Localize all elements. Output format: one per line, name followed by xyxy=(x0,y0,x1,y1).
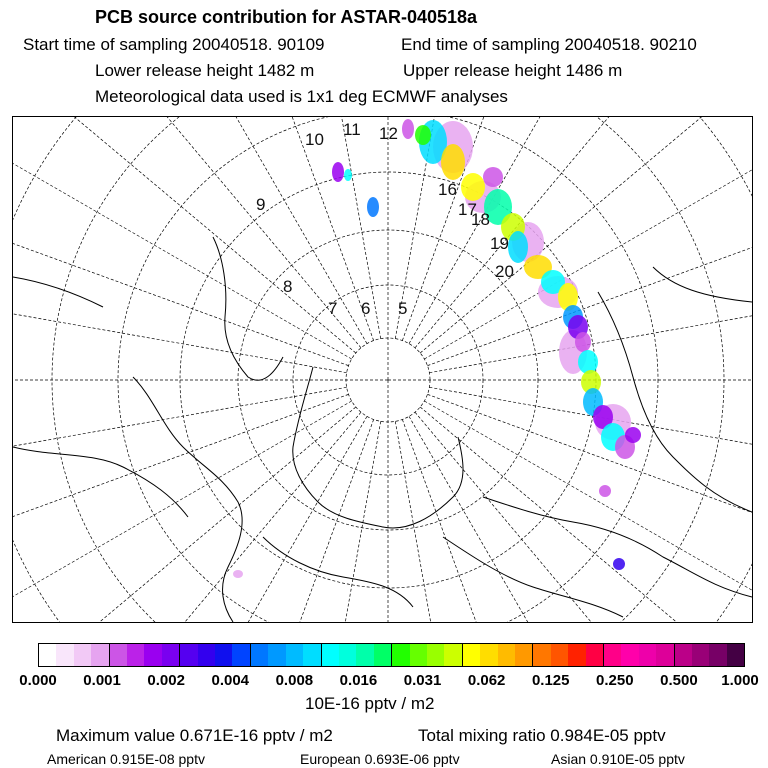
plume-cell xyxy=(415,125,431,145)
hour-label: 19 xyxy=(490,234,509,253)
color-scale-swatch xyxy=(532,644,550,666)
hour-label: 7 xyxy=(328,299,338,318)
coastline xyxy=(263,537,413,607)
hour-label: 18 xyxy=(471,210,490,229)
color-scale-swatch xyxy=(727,644,744,666)
meridian-line xyxy=(13,416,367,622)
start-time-label: Start time of sampling 20040518. 90109 xyxy=(23,35,325,54)
coastline xyxy=(483,497,752,597)
plume-cell xyxy=(613,558,625,570)
american-contribution-label: American 0.915E-08 pptv xyxy=(47,751,205,767)
hour-label: 11 xyxy=(343,120,361,139)
color-scale-tick-label: 0.008 xyxy=(275,672,314,689)
color-scale-swatch xyxy=(215,644,232,666)
plume-cell xyxy=(402,119,414,139)
color-scale-swatch xyxy=(56,644,73,666)
lower-release-height-label: Lower release height 1482 m xyxy=(95,61,315,80)
coastline xyxy=(13,447,188,517)
color-scale-tick-label: 0.000 xyxy=(19,672,57,689)
color-scale-swatch xyxy=(709,644,726,666)
color-scale-swatch xyxy=(621,644,638,666)
graticule xyxy=(13,117,752,622)
color-scale-tick-label: 0.004 xyxy=(211,672,250,689)
color-scale-swatch xyxy=(74,644,91,666)
plume-cell xyxy=(578,350,598,374)
color-scale-tick-label: 1.000 xyxy=(721,672,759,689)
end-time-label: End time of sampling 20040518. 90210 xyxy=(401,35,697,54)
color-scale-swatch xyxy=(444,644,461,666)
hour-label: 8 xyxy=(283,277,293,296)
color-scale-swatch xyxy=(480,644,497,666)
plume-concentration xyxy=(233,119,641,578)
plume-cell xyxy=(332,162,344,182)
hour-label: 5 xyxy=(398,299,408,318)
color-scale-swatch xyxy=(303,644,320,666)
color-scale-swatch xyxy=(232,644,249,666)
hour-label: 20 xyxy=(495,262,514,281)
coastline xyxy=(598,292,752,512)
color-scale-swatch xyxy=(427,644,444,666)
color-scale-tick-label: 0.031 xyxy=(403,672,442,689)
meridian-line xyxy=(424,117,752,359)
meridian-line xyxy=(80,419,373,622)
color-scale-swatch xyxy=(568,644,585,666)
asian-contribution-label: Asian 0.910E-05 pptv xyxy=(551,751,685,767)
color-scale-tick-label: 0.002 xyxy=(147,672,185,689)
color-scale-swatch xyxy=(656,644,673,666)
hour-label: 16 xyxy=(438,180,457,199)
meridian-line xyxy=(415,412,752,622)
color-scale-tick-label: 0.250 xyxy=(596,672,634,689)
color-scale-swatch xyxy=(410,644,427,666)
plume-cell xyxy=(508,231,528,263)
meridian-line xyxy=(424,401,752,622)
plume-cell xyxy=(599,485,611,497)
coastline xyxy=(133,377,242,622)
meridian-line xyxy=(13,387,347,536)
coastline xyxy=(293,367,463,528)
color-scale-unit: 10E-16 pptv / m2 xyxy=(305,694,435,713)
meteorological-data-label: Meteorological data used is 1x1 deg ECMWF analyses xyxy=(95,87,508,106)
meridian-line xyxy=(427,117,752,366)
color-scale-swatch xyxy=(391,644,409,666)
latitude-circle xyxy=(13,117,752,622)
meridian-line xyxy=(429,224,752,373)
hour-label: 17 xyxy=(458,200,477,219)
color-scale-swatch xyxy=(356,644,373,666)
color-scale-swatch xyxy=(179,644,197,666)
plume-cell xyxy=(233,570,243,578)
color-scale-swatch xyxy=(498,644,515,666)
color-scale-swatch xyxy=(91,644,108,666)
color-scale-swatch xyxy=(639,644,656,666)
color-scale-tick-label: 0.001 xyxy=(83,672,121,689)
hour-label: 6 xyxy=(361,299,371,318)
color-scale-swatch xyxy=(250,644,268,666)
color-scale-swatch xyxy=(515,644,532,666)
meridian-line xyxy=(13,401,352,622)
color-scale-swatch xyxy=(321,644,339,666)
plume-cell xyxy=(625,427,641,443)
total-mixing-ratio-label: Total mixing ratio 0.984E-05 pptv xyxy=(418,726,666,745)
meridian-line xyxy=(13,224,347,373)
meridian-line xyxy=(13,407,356,622)
color-scale-swatch xyxy=(603,644,621,666)
coastlines xyxy=(13,237,752,622)
meridian-line xyxy=(13,117,367,344)
color-scale-tick-label: 0.125 xyxy=(531,672,570,689)
maximum-value-label: Maximum value 0.671E-16 pptv / m2 xyxy=(56,726,333,745)
color-scale-swatch xyxy=(144,644,161,666)
color-scale-tick-label: 0.500 xyxy=(660,672,698,689)
color-scale-swatch xyxy=(462,644,480,666)
plot-title: PCB source contribution for ASTAR-040518a xyxy=(95,7,478,27)
plume-cell xyxy=(483,167,503,187)
color-scale-swatch xyxy=(39,644,56,666)
hour-label: 12 xyxy=(379,124,398,143)
polar-map-canvas xyxy=(13,117,752,622)
meridian-line xyxy=(232,117,381,339)
color-scale-swatch xyxy=(127,644,144,666)
color-scale-swatch xyxy=(692,644,709,666)
color-scale-swatch xyxy=(674,644,692,666)
plume-cell xyxy=(461,173,485,201)
meridian-line xyxy=(427,394,752,622)
color-scale-swatch xyxy=(374,644,391,666)
plume-cell xyxy=(344,169,352,181)
plume-cell xyxy=(441,144,465,180)
european-contribution-label: European 0.693E-06 pptv xyxy=(300,751,460,767)
color-scale-swatch xyxy=(586,644,603,666)
color-scale-swatch xyxy=(339,644,356,666)
color-scale-bar xyxy=(38,643,745,667)
hour-label: 10 xyxy=(305,130,324,149)
upper-release-height-label: Upper release height 1486 m xyxy=(403,61,623,80)
color-scale-swatch xyxy=(268,644,285,666)
coastline xyxy=(653,267,752,302)
color-scale-swatch xyxy=(198,644,215,666)
coastline xyxy=(13,277,103,307)
color-scale-tick-label: 0.016 xyxy=(339,672,378,689)
color-scale-swatch xyxy=(162,644,179,666)
plume-cell xyxy=(575,332,591,352)
hour-label: 9 xyxy=(256,195,266,214)
polar-map xyxy=(12,116,753,623)
color-scale-swatch xyxy=(551,644,568,666)
coastline xyxy=(213,237,283,380)
color-scale-swatch xyxy=(286,644,303,666)
plume-cell xyxy=(367,197,379,217)
color-scale-tick-label: 0.062 xyxy=(467,672,506,689)
color-scale-swatch xyxy=(109,644,127,666)
trajectory-hour-labels xyxy=(256,120,514,318)
meridian-line xyxy=(420,407,752,622)
